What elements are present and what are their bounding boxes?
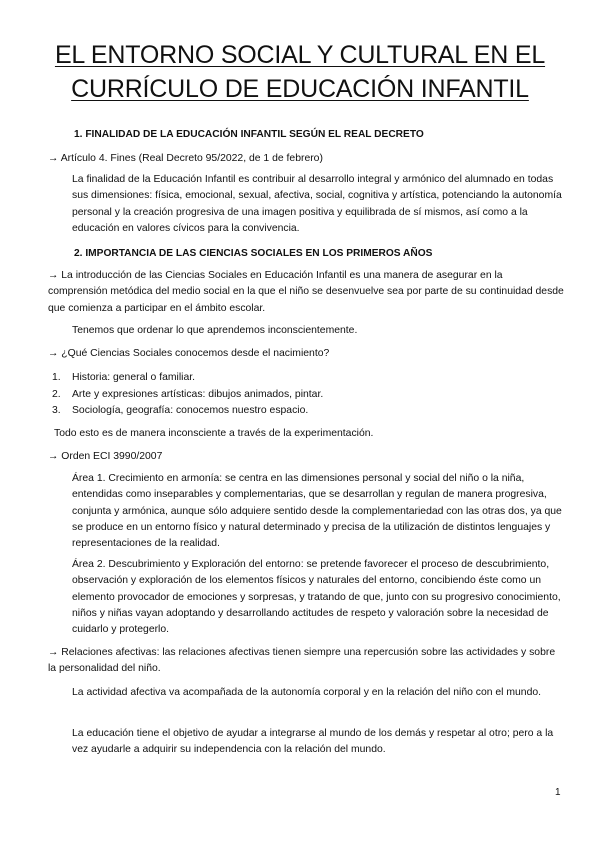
area-1-paragraph: Área 1. Crecimiento en armonía: se centra en las dimensiones personal y social del niño o la niña, entendidas como inseparables y complementarias, que se desarrollan y regulan de manera progresiva, conjunta y armónica, aunque sólo adquiere sentido desde la complementariedad con las otras dos, ya que se produce en un entorno físico y natural determinado y precisa de la utilización de distintos lenguajes y representaciones de la realidad. [72, 473, 562, 550]
affective-relations-paragraph: → Relaciones afectivas: las relaciones afectivas tienen siempre una repercusión sobre las actividades y sobre la personalidad del niño. [48, 647, 556, 675]
title-line-1: EL ENTORNO SOCIAL Y CULTURAL EN EL [54, 41, 546, 69]
order-eci-line: → Orden ECI 3990/2007 [48, 451, 163, 462]
list-number: 3. [52, 405, 61, 417]
affective-activity-paragraph: La actividad afectiva va acompañada de la autonomía corporal y en la relación del niño con el mundo. [72, 687, 542, 698]
list-number: 1. [52, 372, 61, 383]
page-number: 1 [555, 787, 561, 798]
intro-paragraph: → La introducción de las Ciencias Sociales en Educación Infantil es una manera de asegurar en la comprensión metódica del medio social en la que el niño se desenvuelve sea por parte de su continuidad desde que comienza a participar en el ámbito escolar. [48, 270, 564, 314]
document-title [40, 38, 560, 106]
area-2-paragraph: Área 2. Descubrimiento y Exploración del entorno: se pretende favorecer el proceso de descubrimiento, observación y exploración de los elementos físicos y naturales del entorno, concibiendo éste como un elemento provocador de emociones y sorpresas, y tratando de que, junto con su progresivo conocimiento, niños y niñas vayan adoptando y desarrollando actitudes de respeto y valoración sobre la necesidad de cuidarlo y protegerlo. [72, 559, 561, 636]
social-sciences-list [52, 370, 552, 420]
unconscious-note: Todo esto es de manera inconsciente a través de la experimentación. [54, 428, 374, 439]
title-line-2: CURRÍCULO DE EDUCACIÓN INFANTIL [71, 75, 529, 103]
list-number: 2. [52, 388, 61, 400]
list-text: Arte y expresiones artísticas: dibujos animados, pintar. [72, 388, 324, 400]
article-4-text: La finalidad de la Educación Infantil es contribuir al desarrollo integral y armónico del alumnado en todas sus dimensiones: física, emocional, sexual, afectiva, social, cognitiva y artística, potenciando la autonomía personal y la creación progresiva de una imagen positiva y equilibrada de sí mismos, así como a la educación en valores cívicos para la convivencia. [72, 174, 562, 234]
article-4-line: → Artículo 4. Fines (Real Decreto 95/2022, de 1 de febrero) [48, 153, 323, 164]
list-text: Historia: general o familiar. [72, 372, 196, 383]
order-note: Tenemos que ordenar lo que aprendemos inconscientemente. [72, 325, 358, 336]
list-item [52, 370, 552, 387]
list-item [52, 403, 552, 420]
question-line: → ¿Qué Ciencias Sociales conocemos desde el nacimiento? [48, 348, 330, 359]
list-item [52, 387, 552, 404]
section-2-heading: 2. IMPORTANCIA DE LAS CIENCIAS SOCIALES EN LOS PRIMEROS AÑOS [74, 248, 433, 259]
education-objective-paragraph: La educación tiene el objetivo de ayudar a integrarse al mundo de los demás y respetar al otro; pero a la vez ayudarle a adquirir su independencia con la relación del mundo. [72, 728, 554, 756]
list-text: Sociología, geografía: conocemos nuestro espacio. [72, 405, 309, 417]
section-1-heading: 1. FINALIDAD DE LA EDUCACIÓN INFANTIL SEGÚN EL REAL DECRETO [74, 129, 424, 140]
